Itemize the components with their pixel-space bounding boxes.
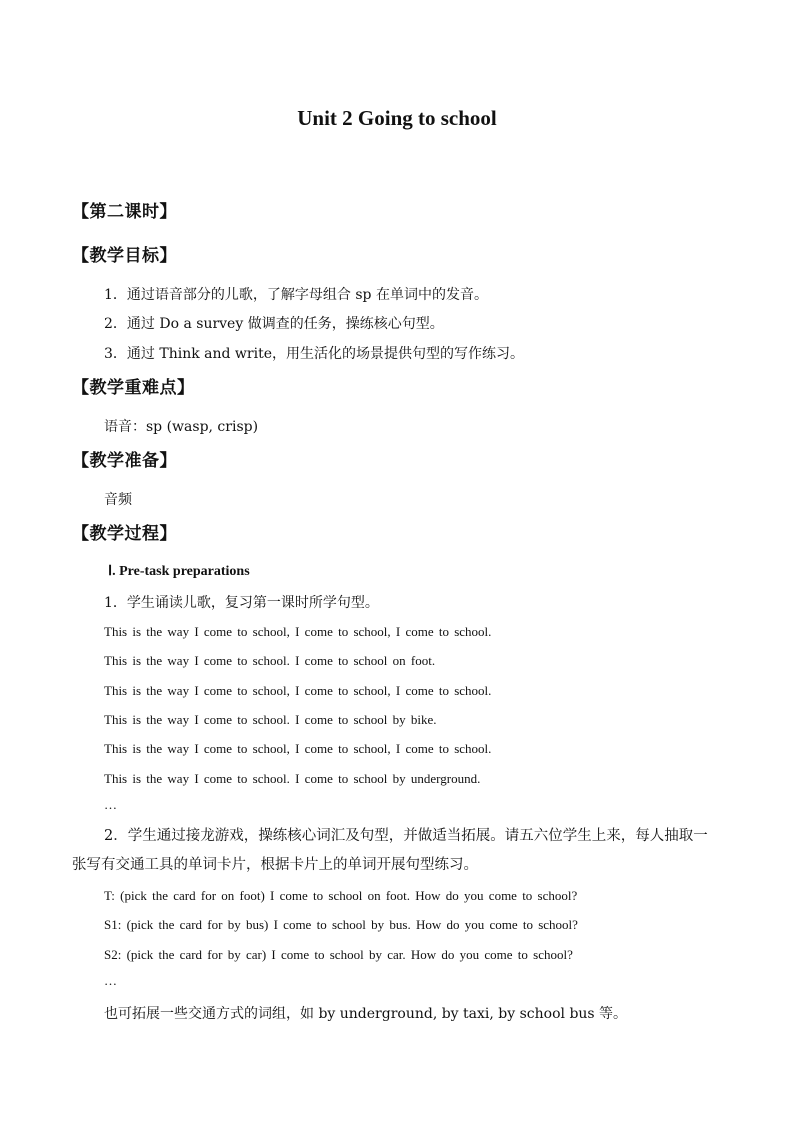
part1-title: Ⅰ. Pre-task preparations xyxy=(108,564,250,579)
chant-line: This is the way I come to school. I come to school on foot. xyxy=(104,653,436,668)
ellipsis: … xyxy=(104,797,117,812)
chant-line: This is the way I come to school, I come to school, I come to school. xyxy=(104,741,492,756)
dialogue-line: T: (pick the card for on foot) I come to school on foot. How do you come to school? xyxy=(104,888,578,903)
preparation-heading: 【教学准备】 xyxy=(72,451,177,471)
chant-line: This is the way I come to school, I come to school, I come to school. xyxy=(104,683,492,698)
page-title: Unit 2 Going to school xyxy=(297,106,497,130)
ellipsis: … xyxy=(104,973,117,988)
key-points-text: 语音：sp (wasp, crisp) xyxy=(104,419,259,435)
step2-text: 2．学生通过接龙游戏，操练核心词汇及句型，并做适当拓展。请五六位学生上来，每人抽取一张写有交通工具的单词卡片，根据卡片上的单词开展句型练习。 xyxy=(72,828,708,873)
step1-text: 1．学生诵读儿歌，复习第一课时所学句型。 xyxy=(104,595,379,611)
objective-item: 1．通过语音部分的儿歌，了解字母组合 sp 在单词中的发音。 xyxy=(104,287,488,303)
chant-line: This is the way I come to school. I come to school by underground. xyxy=(104,771,481,786)
process-heading: 【教学过程】 xyxy=(72,524,177,544)
objective-item: 2．通过 Do a survey 做调查的任务，操练核心句型。 xyxy=(104,316,444,332)
extension-text: 也可拓展一些交通方式的词组，如 by underground, by taxi, by school bus 等。 xyxy=(104,1006,628,1022)
preparation-text: 音频 xyxy=(104,492,132,508)
objective-item: 3．通过 Think and write，用生活化的场景提供句型的写作练习。 xyxy=(104,346,524,362)
dialogue-line: S2: (pick the card for by car) I come to school by car. How do you come to school? xyxy=(104,947,573,962)
lesson-heading: 【第二课时】 xyxy=(72,202,177,222)
key-points-heading: 【教学重难点】 xyxy=(72,378,195,398)
chant-line: This is the way I come to school, I come to school, I come to school. xyxy=(104,624,492,639)
chant-line: This is the way I come to school. I come to school by bike. xyxy=(104,712,437,727)
objectives-heading: 【教学目标】 xyxy=(72,246,177,266)
dialogue-line: S1: (pick the card for by bus) I come to school by bus. How do you come to school? xyxy=(104,917,578,932)
